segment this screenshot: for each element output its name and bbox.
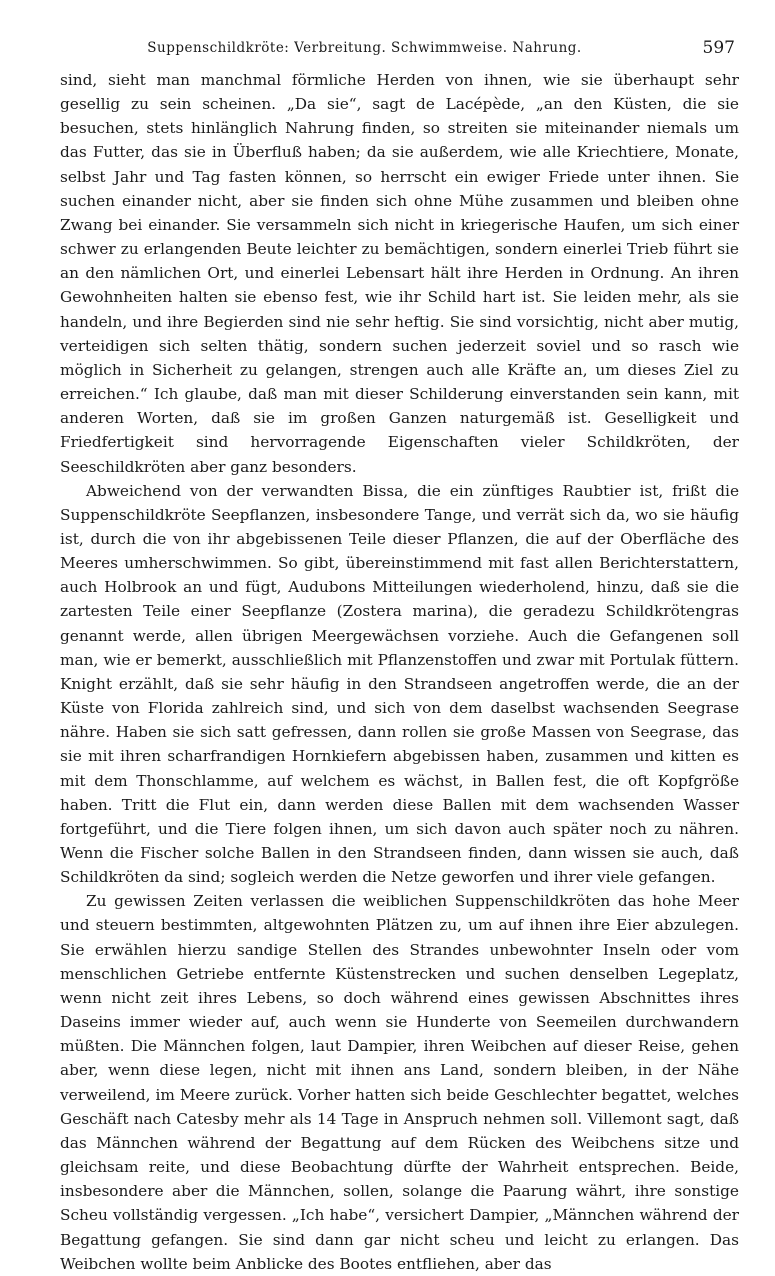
page-header	[60, 38, 739, 68]
paragraph-3: Zu gewissen Zeiten verlassen die weiblichen Suppenschildkröten das hohe Meer und steuern bestimmten, altgewohnten Plätzen zu, um auf ihnen ihre Eier abzulegen. Sie erwählen hierzu sandige Stellen des Strandes unbewohnter Inseln oder vom menschlichen Getriebe entfernte Küstenstrecken und suchen denselben Legeplatz, wenn nicht zeit ihres Lebens, so doch während eines gewissen Abschnittes ihres Daseins immer wieder auf, auch wenn sie Hunderte von Seemeilen durchwandern müßten. Die Männchen folgen, laut Dampier, ihren Weibchen auf dieser Reise, gehen aber, wenn diese legen, nicht mit ihnen ans Land, sondern bleiben, in der Nähe verweilend, im Meere zurück. Vorher hatten sich beide Geschlechter begattet, welches Geschäft nach Catesby mehr als 14 Tage in Anspruch nehmen soll. Villemont sagt, daß das Männchen während der Begattung auf dem Rücken des Weibchens sitze und gleichsam reite, und diese Beobachtung dürfte der Wahrheit entsprechen. Beide, insbesondere aber die Männchen, sollen, solange die Paarung währt, ihre sonstige Scheu vollständig vergessen. „Ich habe“, versichert Dampier, „Männchen während der Begattung gefangen. Sie sind dann gar nicht scheu und leicht zu erlangen. Das Weibchen wollte beim Anblicke des Bootes entfliehen, aber das	[60, 892, 739, 1273]
paragraph-1: sind, sieht man manchmal förmliche Herden von ihnen, wie sie überhaupt sehr gesellig zu sein scheinen. „Da sie“, sagt de Lacépède, „an den Küsten, die sie besuchen, stets hinlänglich Nahrung finden, so streiten sie miteinander niemals um das Futter, das sie in Überfluß haben; da sie außerdem, wie alle Kriechtiere, Monate, selbst Jahr und Tag fasten können, so herrscht ein ewiger Friede unter ihnen. Sie suchen einander nicht, aber sie finden sich ohne Mühe zusammen und bleiben ohne Zwang bei einander. Sie versammeln sich nicht in kriegerische Haufen, um sich einer schwer zu erlangenden Beute leichter zu bemächtigen, sondern einerlei Trieb führt sie an den nämlichen Ort, und einerlei Lebensart hält ihre Herden in Ordnung. An ihren Gewohnheiten halten sie ebenso fest, wie ihr Schild hart ist. Sie leiden mehr, als sie handeln, und ihre Begierden sind nie sehr heftig. Sie sind vorsichtig, nicht aber mutig, verteidigen sich selten thätig, sondern suchen jederzeit soviel und so rasch wie möglich in Sicherheit zu gelangen, strengen auch alle Kräfte an, um dieses Ziel zu erreichen.“ Ich glaube, daß man mit dieser Schilderung einverstanden sein kann, mit anderen Worten, daß sie im großen Ganzen naturgemäß ist. Geselligkeit und Friedfertigkeit sind hervorragende Eigenschaften vieler Schildkröten, der Seeschildkröten aber ganz besonders.	[60, 71, 739, 476]
book-page	[60, 38, 739, 1276]
page-number: 597	[702, 38, 735, 58]
body-text	[60, 68, 739, 1276]
running-head: Suppenschildkröte: Verbreitung. Schwimmweise. Nahrung.	[147, 40, 582, 56]
paragraph-2: Abweichend von der verwandten Bissa, die ein zünftiges Raubtier ist, frißt die Suppenschildkröte Seepflanzen, insbesondere Tange, und verrät sich da, wo sie häufig ist, durch die von ihr abgebissenen Teile dieser Pflanzen, die auf der Oberfläche des Meeres umherschwimmen. So gibt, übereinstimmend mit fast allen Berichterstattern, auch Holbrook an und fügt, Audubons Mitteilungen wiederholend, hinzu, daß sie die zartesten Teile einer Seepflanze (Zostera marina), die geradezu Schildkrötengras genannt werde, allen übrigen Meergewächsen vorziehe. Auch die Gefangenen soll man, wie er bemerkt, ausschließlich mit Pflanzenstoffen und zwar mit Portulak füttern. Knight erzählt, daß sie sehr häufig in den Strandseen angetroffen werde, die an der Küste von Florida zahlreich sind, und sich von dem daselbst wachsenden Seegrase nähre. Haben sie sich satt gefressen, dann rollen sie große Massen von Seegrase, das sie mit ihren scharfrandigen Hornkiefern abgebissen haben, zusammen und kitten es mit dem Thonschlamme, auf welchem es wächst, in Ballen fest, die oft Kopfgröße haben. Tritt die Flut ein, dann werden diese Ballen mit dem wachsenden Wasser fortgeführt, und die Tiere folgen ihnen, um sich davon auch später noch zu nähren. Wenn die Fischer solche Ballen in den Strandseen finden, dann wissen sie auch, daß Schildkröten da sind; sogleich werden die Netze geworfen und ihrer viele gefangen.	[60, 481, 739, 887]
